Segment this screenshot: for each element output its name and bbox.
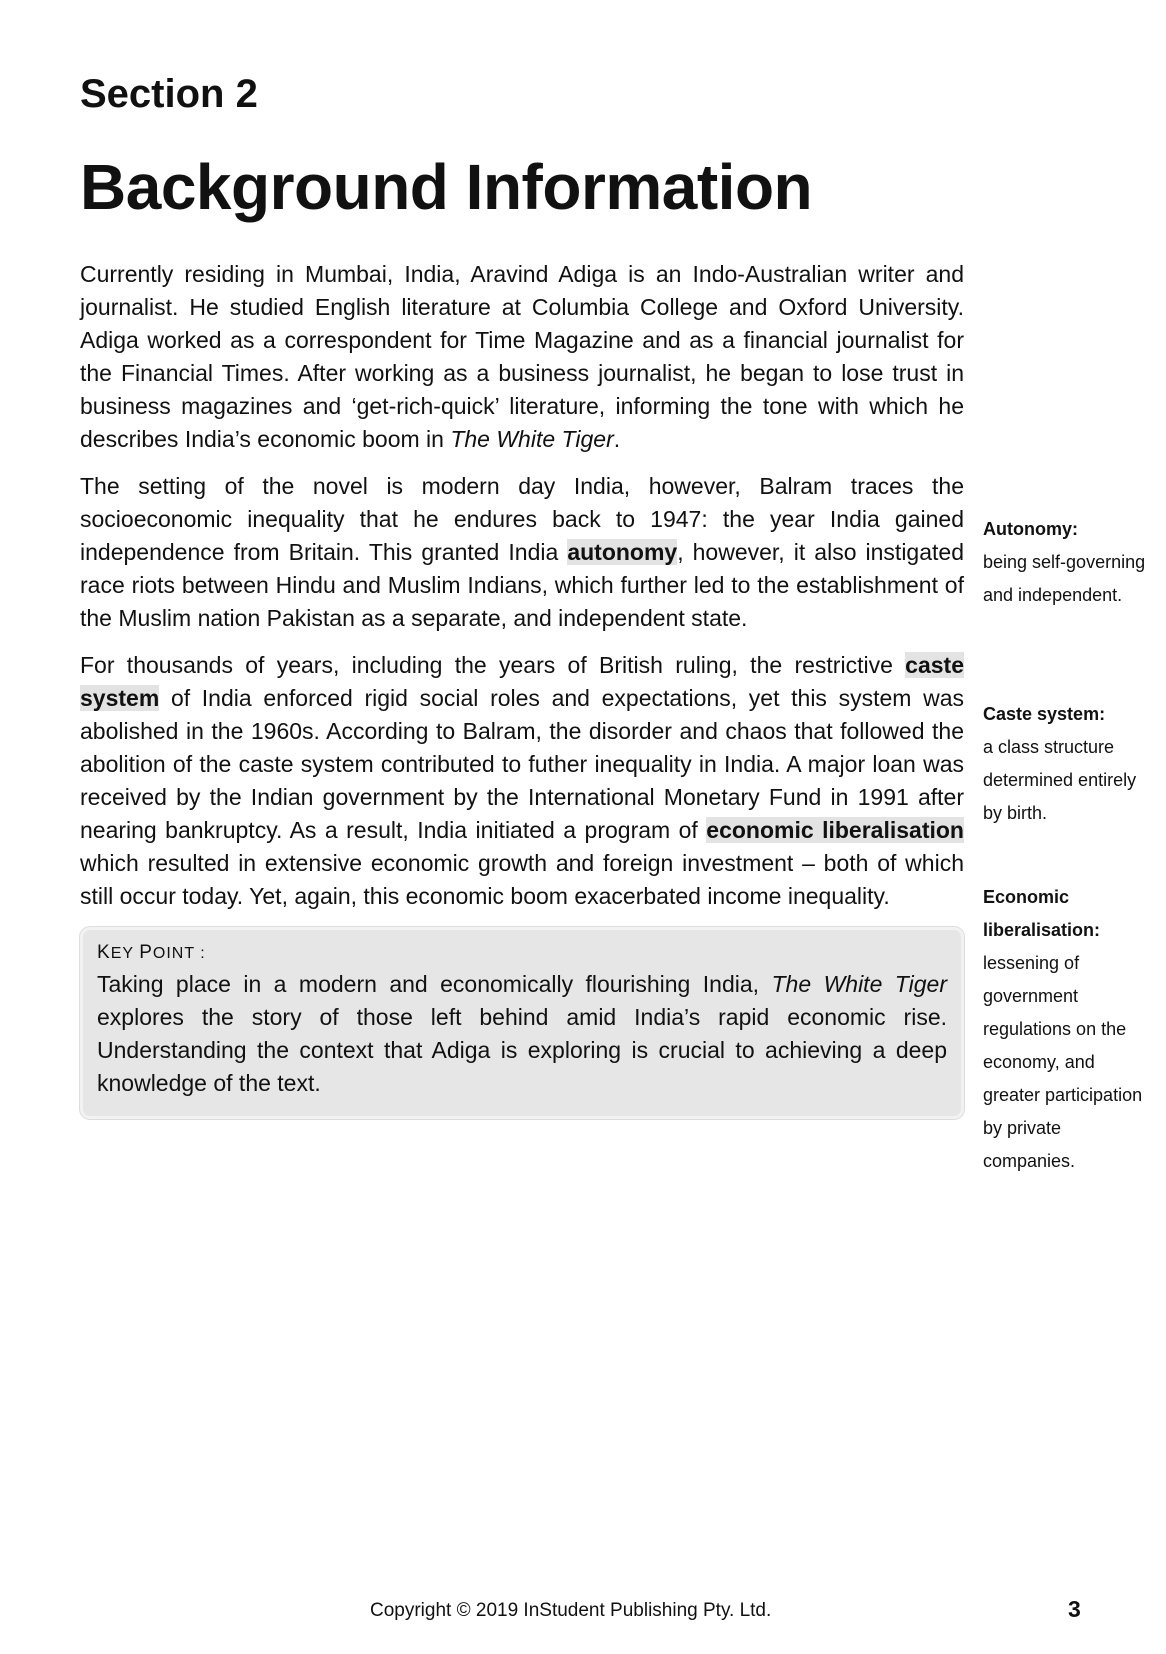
copyright-notice: Copyright © 2019 InStudent Publishing Pty. Ltd. xyxy=(370,1600,772,1621)
book-title: The White Tiger xyxy=(771,971,947,997)
glossary-definition: a class structure determined entirely by birth. xyxy=(983,737,1137,823)
highlighted-term-caste-system: caste system xyxy=(80,652,964,711)
glossary-term: Economic liberalisation: xyxy=(983,887,1101,940)
page-footer xyxy=(0,1596,1166,1630)
highlighted-term-economic-liberalisation: economic liberalisation xyxy=(706,817,964,843)
paragraph-end: . xyxy=(613,426,621,452)
glossary-term: Caste system: xyxy=(983,704,1106,724)
paragraph-text: Currently residing in Mumbai, India, Aravind Adiga is an Indo-Australian writer and journalist. He studied English literature at Columbia College and Oxford University. Adiga worked as a correspondent for Time Magazine and as a financial journalist for the Financial Times. After working as a business journalist, he began to lose trust in business magazines and ‘get-rich-quick’ literature, informing the tone with which he describes India’s economic boom in xyxy=(80,261,964,452)
page-title: Background Information xyxy=(80,151,813,223)
highlighted-term-autonomy: autonomy xyxy=(567,539,678,565)
paragraph-text: For thousands of years, including the years of British ruling, the restrictive xyxy=(80,652,906,678)
paragraph-text: , however, it also instigated race riots between Hindu and Muslim Indians, which further led to the establishment of the Muslim nation Pakistan as a separate, and independent state. xyxy=(80,539,964,631)
key-point-box xyxy=(80,927,964,1119)
paragraph-text: which resulted in extensive economic growth and foreign investment – both of which still occur today. Yet, again, this economic boom exacerbated income inequality. xyxy=(80,850,964,909)
page-number: 3 xyxy=(1068,1596,1081,1622)
glossary-autonomy xyxy=(983,513,1153,612)
paragraph-author-background xyxy=(80,258,964,456)
key-point-text: Taking place in a modern and economically flourishing India, The White Tiger explores the story of those left behind amid India’s rapid economic rise. Understanding the context that Adiga is exploring is crucial to achieving a deep knowledge of the text. xyxy=(97,971,947,1096)
glossary-definition: being self-governing and independent. xyxy=(983,552,1146,605)
paragraph-text: The setting of the novel is modern day India, however, Balram traces the socioeconomic inequality that he endures back to 1947: the year India gained independence from Britain. This granted India xyxy=(80,473,964,565)
section-label: Section 2 xyxy=(80,72,258,116)
glossary-caste-system xyxy=(983,698,1153,830)
main-content xyxy=(80,258,964,1119)
paragraph-caste-system xyxy=(80,649,964,913)
glossary-definition: lessening of government regulations on the economy, and greater participation by private companies. xyxy=(983,953,1143,1171)
book-title: The White Tiger xyxy=(450,426,614,452)
glossary-term: Autonomy: xyxy=(983,519,1078,539)
paragraph-text: of India enforced rigid social roles and expectations, yet this system was abolished in the 1960s. According to Balram, the disorder and chaos that followed the abolition of the caste system contributed to futher inequality in India. A major loan was received by the Indian government by the International Monetary Fund in 1991 after nearing bankruptcy. As a result, India initiated a program of xyxy=(80,685,964,843)
glossary-economic-liberalisation xyxy=(983,881,1153,1178)
paragraph-setting xyxy=(80,470,964,635)
key-point-label: KEY POINT : xyxy=(97,942,206,963)
